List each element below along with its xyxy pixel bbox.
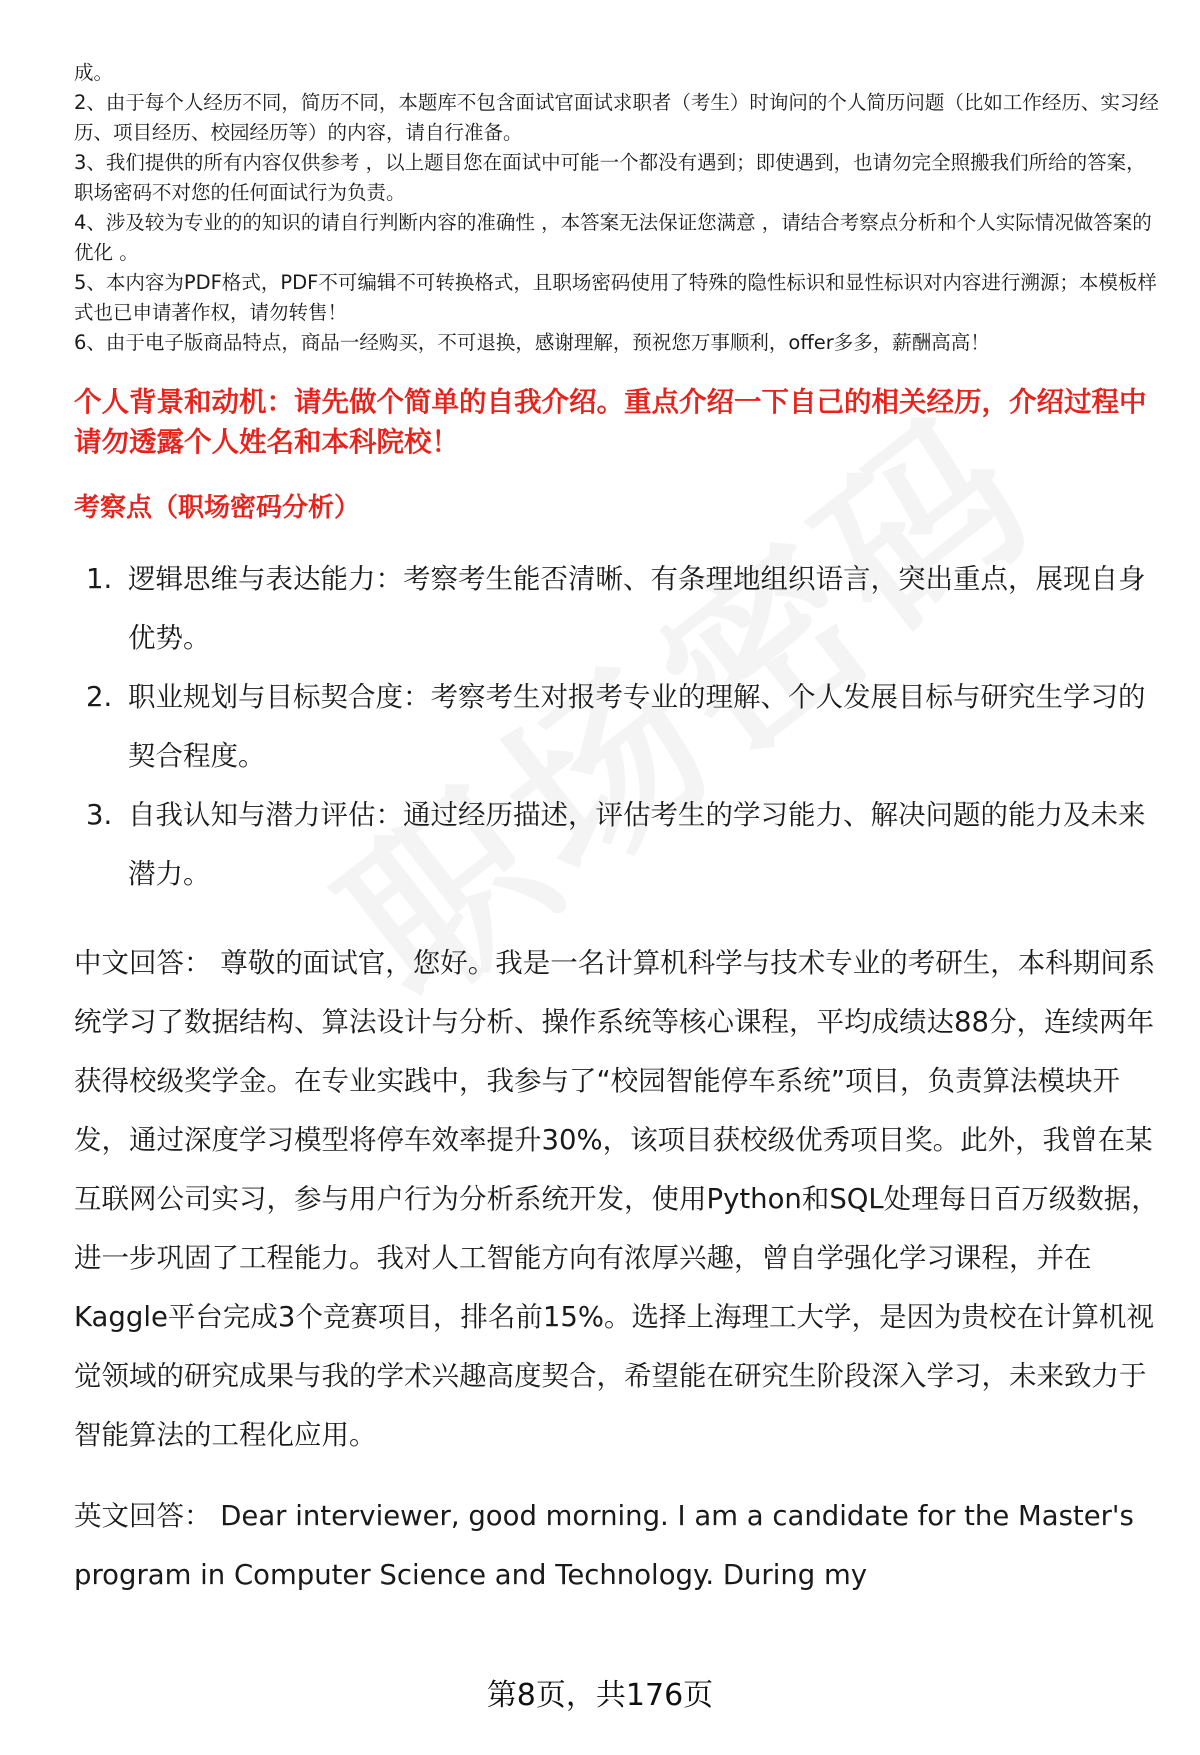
assessment-point [74, 668, 1159, 786]
answer-chinese: 中文回答： 尊敬的面试官，您好。我是一名计算机科学与技术专业的考研生，本科期间系统学习了数据结构、算法设计与分析、操作系统等核心课程，平均成绩达88分，连续两年获得校级奖学金。在专业实践中，我参与了“校园智能停车系统”项目，负责算法模块开发，通过深度学习模型将停车效率提升30%，该项目获校级优秀项目奖。此外，我曾在某互联网公司实习，参与用户行为分析系统开发，使用Python和SQL处理每日百万级数据，进一步巩固了工程能力。我对人工智能方向有浓厚兴趣，曾自学强化学习课程，并在Kaggle平台完成3个竞赛项目，排名前15%。选择上海理工大学，是因为贵校在计算机视觉领域的研究成果与我的学术兴趣高度契合，希望能在研究生阶段深入学习，未来致力于智能算法的工程化应用。 [74, 947, 1159, 1451]
notes-block [74, 58, 1159, 358]
interview-question: 个人背景和动机：请先做个简单的自我介绍。重点介绍一下自己的相关经历，介绍过程中请勿透露个人姓名和本科院校！ [74, 386, 1147, 458]
note-line: 5、本内容为PDF格式，PDF不可编辑不可转换格式，且职场密码使用了特殊的隐性标识和显性标识对内容进行溯源；本模板样式也已申请著作权，请勿转售！ [74, 271, 1157, 324]
point-text: 逻辑思维与表达能力：考察考生能否清晰、有条理地组织语言，突出重点，展现自身优势。 [128, 563, 1146, 654]
point-number: 2. [86, 681, 113, 713]
note-line: 6、由于电子版商品特点，商品一经购买，不可退换，感谢理解，预祝您万事顺利，offer多多，薪酬高高！ [74, 331, 990, 354]
page-content [74, 58, 1159, 1605]
note-line: 4、涉及较为专业的的知识的请自行判断内容的准确性 ，本答案无法保证您满意 ，请结合考察点分析和个人实际情况做答案的优化 。 [74, 211, 1152, 264]
point-number: 1. [86, 563, 113, 595]
answer-english: 英文回答： Dear interviewer, good morning. I am a candidate for the Master's program in Computer Science and Technology. During my [74, 1500, 1134, 1591]
section-title: 考察点（职场密码分析） [74, 493, 361, 523]
point-number: 3. [86, 799, 113, 831]
assessment-point [74, 786, 1159, 904]
note-line: 成。 [74, 61, 114, 84]
point-text: 自我认知与潜力评估：通过经历描述，评估考生的学习能力、解决问题的能力及未来潜力。 [128, 799, 1146, 890]
page-number: 第8页，共176页 [486, 1678, 714, 1713]
note-line: 3、我们提供的所有内容仅供参考 ，以上题目您在面试中可能一个都没有遇到；即使遇到，也请勿完全照搬我们所给的答案，职场密码不对您的任何面试行为负责。 [74, 151, 1146, 204]
assessment-point [74, 550, 1159, 668]
note-line: 2、由于每个人经历不同，简历不同，本题库不包含面试官面试求职者（考生）时询问的个人简历问题（比如工作经历、实习经历、项目经历、校园经历等）的内容，请自行准备。 [74, 91, 1159, 144]
assessment-points [74, 550, 1159, 904]
point-text: 职业规划与目标契合度：考察考生对报考专业的理解、个人发展目标与研究生学习的契合程度。 [128, 681, 1146, 772]
